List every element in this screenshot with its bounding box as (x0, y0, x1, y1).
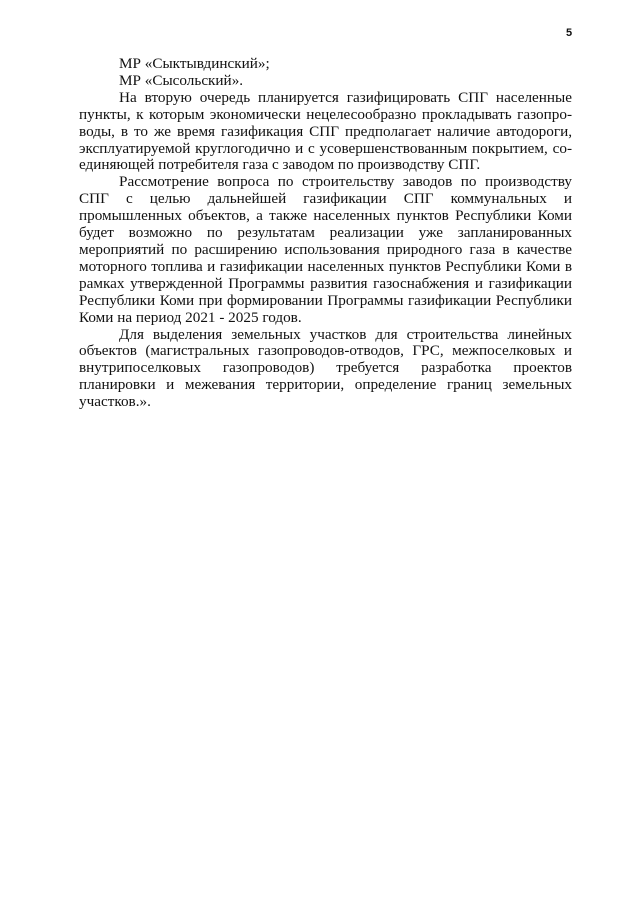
district-line-sysolsky: МР «Сысольский». (119, 71, 244, 89)
paragraph-lng-plants: Рассмотрение вопроса по строительству заводов по производству СПГ с целью дальнейшей газификации СПГ коммунальных и промышленных объектов, а также населенных пунктов Республики Коми будет возможно по результатам реализации уже запланированных мероприятий по расширению использования природного газа в качестве моторного топлива и газификации населенных пунктов Республики Коми в рамках утвержденной Программы развития газоснабжения и газификации Республики Коми при формировании Программы газификации Республики Коми на период 2021 - 2025 годов. (79, 173, 572, 326)
paragraph-second-stage-gasification: На вторую очередь планируется газифицировать СПГ населенные пункты, к которым экономически нецелесообразно прокладывать газопроводы, в то же время газификация СПГ предполагает наличие автодороги, эксплуатируемой круглогодично и с усовершенствованным покрытием, соединяющей потребителя газа с заводом по производству СПГ. (79, 88, 572, 174)
page-number: 5 (566, 27, 573, 39)
document-body (79, 56, 572, 411)
paragraph-land-allocation: Для выделения земельных участков для строительства линейных объектов (магистральных газопроводов-отводов, ГРС, межпоселковых и внутрипоселковых газопроводов) требуется разработка проектов планировки и межевания территории, определение границ земельных участков.». (79, 325, 572, 411)
district-line-syktyvdinsky: МР «Сыктывдинский»; (119, 55, 270, 72)
